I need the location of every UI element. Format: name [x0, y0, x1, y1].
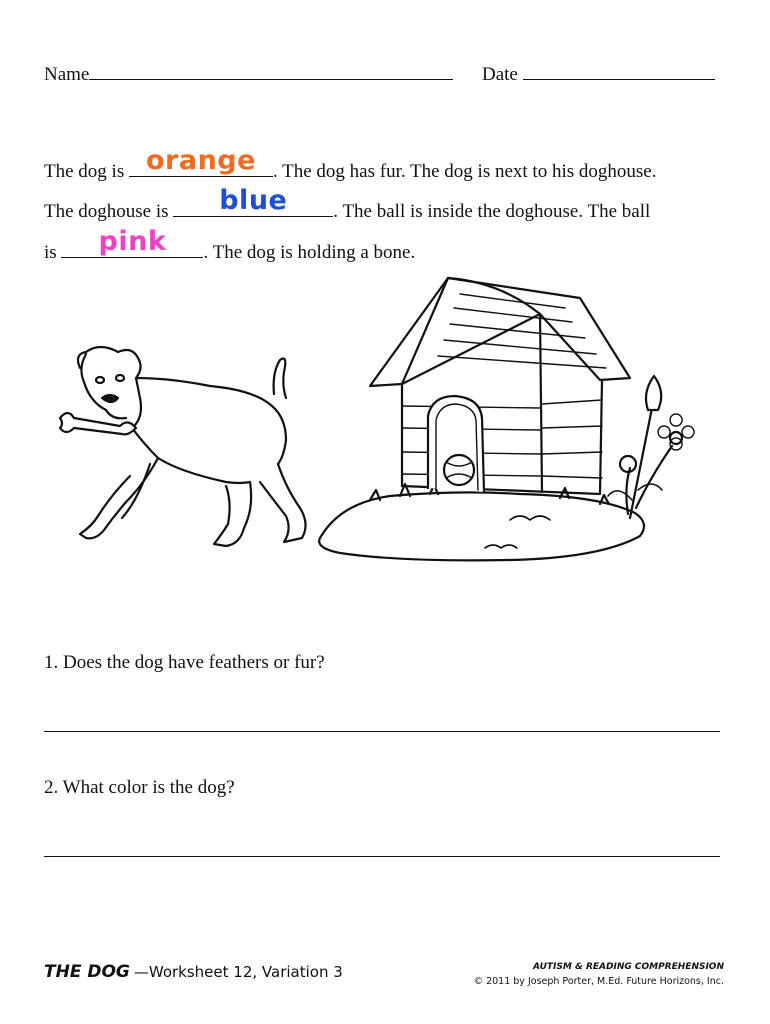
blank-doghouse-color[interactable]	[173, 185, 333, 217]
question-2: 2. What color is the dog?	[44, 777, 235, 798]
passage-text: . The ball is inside the doghouse. The ball	[333, 201, 651, 222]
passage-text: is	[44, 242, 57, 263]
worksheet-subtitle: —Worksheet 12, Variation 3	[133, 963, 343, 981]
bone-icon	[60, 413, 136, 434]
passage-text: The doghouse is	[44, 201, 169, 222]
passage-line-1	[44, 145, 657, 183]
handwritten-answer: pink	[98, 226, 167, 257]
passage-text: . The dog has fur. The dog is next to his doghouse.	[272, 161, 657, 182]
passage-text: The dog is	[44, 161, 125, 182]
blank-ball-color[interactable]	[61, 226, 203, 258]
handwritten-answer: blue	[219, 185, 288, 216]
passage-text: . The dog is holding a bone.	[203, 242, 416, 263]
date-field[interactable]	[523, 79, 715, 80]
handwritten-answer: orange	[145, 145, 256, 176]
question-1: 1. Does the dog have feathers or fur?	[44, 652, 325, 673]
blank-dog-color[interactable]	[129, 145, 273, 177]
grass-icon	[319, 484, 644, 560]
dog-and-doghouse-illustration	[40, 268, 740, 598]
worksheet-title: THE DOG	[44, 962, 130, 982]
date-row	[482, 64, 715, 86]
ball-icon	[444, 455, 474, 485]
passage-line-3	[44, 226, 416, 264]
date-label: Date	[482, 64, 518, 85]
doghouse-icon	[370, 278, 630, 494]
dog-icon	[78, 347, 306, 546]
footer-left	[44, 962, 343, 982]
series-title: AUTISM & READING COMPREHENSION	[533, 962, 724, 972]
name-field[interactable]	[89, 79, 453, 80]
passage-line-2	[44, 185, 651, 223]
answer-line-2[interactable]	[44, 856, 720, 857]
answer-line-1[interactable]	[44, 731, 720, 732]
name-row	[44, 64, 453, 86]
flower-icon	[608, 376, 694, 518]
name-label: Name	[44, 64, 90, 85]
copyright: © 2011 by Joseph Porter, M.Ed. Future Horizons, Inc.	[473, 976, 724, 987]
